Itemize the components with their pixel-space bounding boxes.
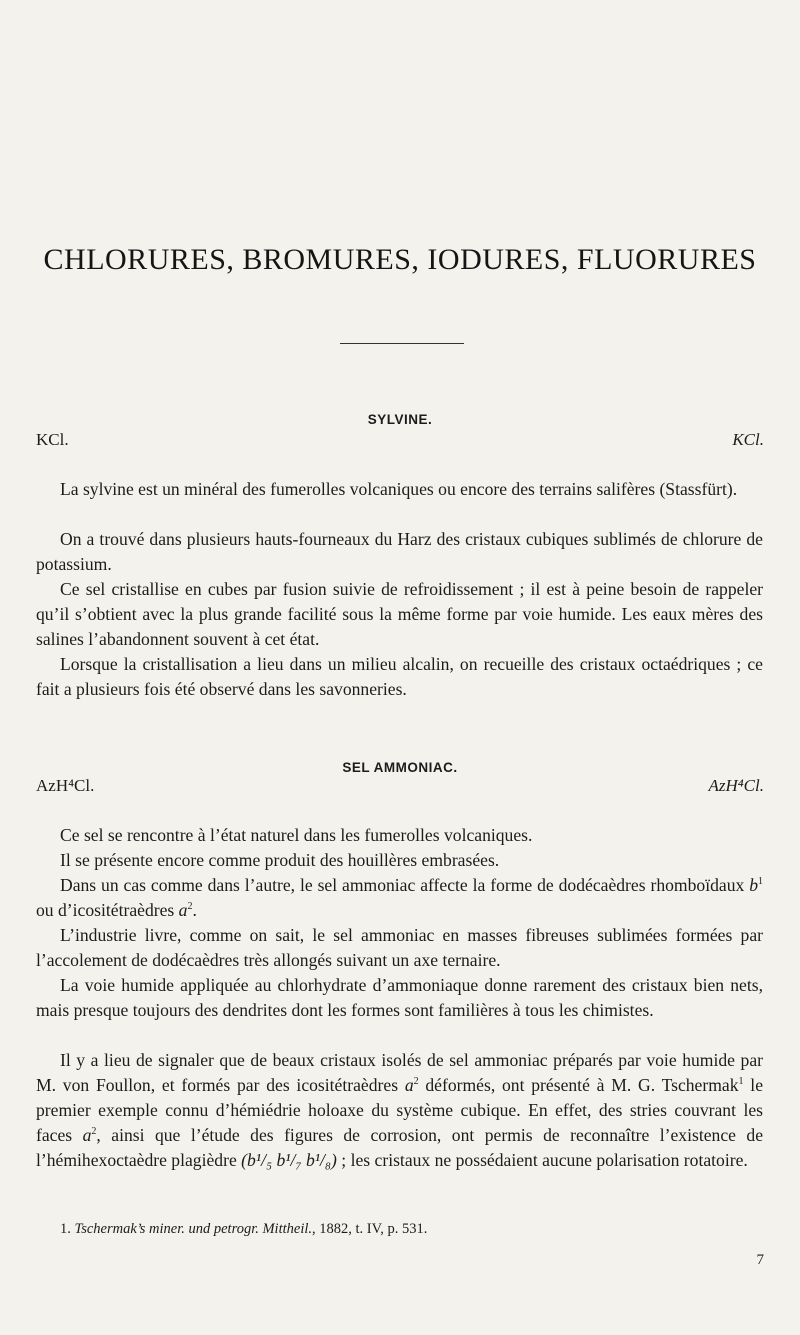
paragraph: Ce sel se rencontre à l’état naturel dans les fumerolles volcaniques. <box>60 825 533 845</box>
chapter-title: CHLORURES, BROMURES, IODURES, FLUORURES <box>43 243 757 276</box>
paragraph: L’industrie livre, comme on sait, le sel ammoniac en masses fibreuses sublimées formées par l’accolement de dodécaèdres très allongés suivant un axe ternaire. <box>36 925 763 970</box>
formula-right-sylvine: KCl. <box>732 430 764 449</box>
formula-left-ammoniac: AzH⁴Cl. <box>36 776 95 795</box>
paragraph: Il se présente encore comme produit des houillères embrasées. <box>60 850 500 870</box>
formula-right-ammoniac: AzH⁴Cl. <box>708 776 764 795</box>
paragraph: Lorsque la cristallisation a lieu dans un milieu alcalin, on recueille des cristaux octaédriques ; ce fait a plusieurs fois été observé dans les savonneries. <box>36 654 763 699</box>
footnote: 1. Tschermak’s miner. und petrogr. Mittheil., 1882, t. IV, p. 531. <box>60 1221 428 1237</box>
paragraph: La voie humide appliquée au chlorhydrate d’ammoniaque donne rarement des cristaux bien nets, mais presque toujours des dendrites dont les formes sont familières à tous les chimistes. <box>36 975 763 1020</box>
paragraph: La sylvine est un minéral des fumerolles volcaniques ou encore des terrains salifères (Stassfürt). <box>60 479 738 499</box>
section-title-sylvine: SYLVINE. <box>367 412 433 427</box>
title-divider <box>340 343 464 344</box>
page-number: 7 <box>756 1252 764 1268</box>
plagiedre-symbol: (b¹/₅ b¹/₇ b¹/₈) <box>241 1150 337 1170</box>
paragraph: Ce sel cristallise en cubes par fusion suivie de refroidissement ; il est à peine besoin de rappeler qu’il s’obtient avec la plus grande facilité sous la même forme par voie humide. Les eaux mères des salines l’abandonnent souvent à cet état. <box>36 579 763 649</box>
paragraph: Il y a lieu de signaler que de beaux cristaux isolés de sel ammoniac préparés par voie humide par M. von Foullon, et formés par des icositétraèdres $a^2$ déformés, ont présenté à M. G. Tschermak$^1$ le premier exemple connu d’hémiédrie holoaxe du système cubique. En effet, des stries couvrant les faces $a^2$, ainsi que l’étude des figures de corrosion, ont permis de reconnaître l’existence de l’hémihexoctaèdre plagièdre (b¹/₅ b¹/₇ b¹/₈) ; les cristaux ne possédaient aucune polarisation rotatoire. <box>36 1050 764 1170</box>
paragraph: On a trouvé dans plusieurs hauts-fourneaux du Harz des cristaux cubiques sublimés de chlorure de potassium. <box>36 529 763 574</box>
paragraph: Dans un cas comme dans l’autre, le sel ammoniac affecte la forme de dodécaèdres rhomboïdaux $b^1$ ou d’icositétraèdres $a^2$. <box>36 875 763 920</box>
footnote-ref: 1 <box>738 1076 744 1088</box>
formula-left-sylvine: KCl. <box>36 430 69 449</box>
section-title-sel-ammoniac: SEL AMMONIAC. <box>342 760 458 775</box>
